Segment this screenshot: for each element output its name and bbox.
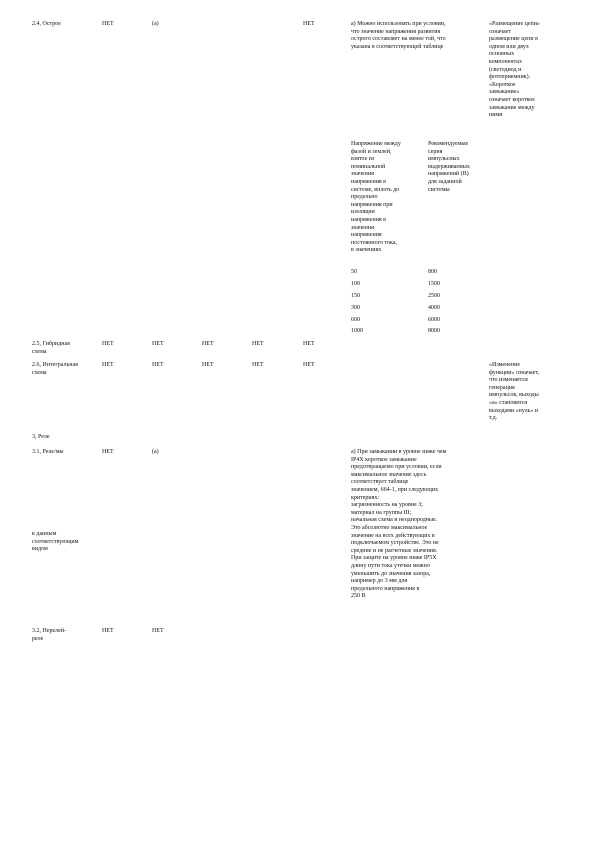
voltage-left-value: 150 (351, 293, 360, 299)
row-2-6-col5: НЕТ (252, 362, 264, 368)
voltage-left-value: 1000 (351, 328, 363, 334)
voltage-table-head-left: Напряжение между фазой и землей, взятое из номинальной значения напряжения в системе, вплоть до предельно напряжения при изоляции напряжения в значении напряжения постоянного тока, в значениях (351, 141, 401, 254)
section-3-title: 3, Реле (32, 434, 50, 440)
row-3-2-name: 3.2, Нерелей- реле (32, 628, 67, 642)
row-2-5-col2: НЕТ (102, 341, 114, 347)
voltage-right-value: 800 (428, 269, 437, 275)
row-2-5-col4: НЕТ (202, 341, 214, 347)
row-3-1-side-label: к данным соответствующим видом (32, 531, 79, 553)
row-2-4-remark: «Размещение цепи» означает размещение цепи в одном или двух основных компонентах (светодиод и фотоприемник). «Короткое замыкание» означает короткое замыкание между ними (489, 21, 540, 119)
row-2-6-name: 2.6, Интегральная схема (32, 362, 78, 376)
voltage-right-value: 1500 (428, 281, 440, 287)
row-2-6-col4: НЕТ (202, 362, 214, 368)
row-2-4-col6: НЕТ (303, 21, 315, 27)
voltage-left-value: 600 (351, 317, 360, 323)
voltage-right-value: 8000 (428, 328, 440, 334)
voltage-right-value: 2500 (428, 293, 440, 299)
row-3-1-note: a) При замыкании в уровне ниже чем IP4Х короткое замыкание предотвращаемо при условии, если максимальное значение здесь соответствует таблице значением, 664-1, при следующих критериях: загрязненность на уровне 3; материал на группы III; начальная схема и неоднородные. Это абсолютно максимальное значение на всех действующих в подключаемом устройстве. Это не средние и не расчетные значения. При защите на уровне ниже IP5Х длину пути тока утечки можно уменьшить до значения зазора, например до 3 мм для предельного напряжения в 250 В (351, 449, 447, 600)
row-3-2-col2: НЕТ (102, 628, 114, 634)
row-3-1-name: 3.1, Реле/мы (32, 449, 64, 455)
row-3-1-col3: (a) (152, 449, 159, 455)
row-3-1-col2: НЕТ (102, 449, 114, 455)
row-2-6-col2: НЕТ (102, 362, 114, 368)
row-2-4-col2: НЕТ (102, 21, 114, 27)
row-2-5-col5: НЕТ (252, 341, 264, 347)
row-3-2-col3: НЕТ (152, 628, 164, 634)
row-2-5-col3: НЕТ (152, 341, 164, 347)
voltage-right-value: 4000 (428, 305, 440, 311)
row-2-6-col3: НЕТ (152, 362, 164, 368)
voltage-table-head-right: Рекомендуемые серия импульсных выдерживаемых напряжений (В) для заданной системы (428, 141, 470, 193)
voltage-left-value: 100 (351, 281, 360, 287)
row-2-5-name: 2.5, Гибридная схема (32, 341, 70, 355)
row-2-4-name: 2.4, Острое (32, 21, 61, 27)
voltage-right-value: 6000 (428, 317, 440, 323)
row-2-4-col3: (a) (152, 21, 159, 27)
row-2-6-remark: «Изменение функции» означает, что изменяется генерация импульсов, выходы «а» становятся выходами «нуль» и т.д. (489, 362, 540, 422)
voltage-left-value: 300 (351, 305, 360, 311)
row-2-5-col6: НЕТ (303, 341, 315, 347)
row-2-4-note: a) Можно использовать при условии, что значение напряжения развития острого составляет на менее той, что указана в соответствующей таблице (351, 21, 446, 50)
row-2-6-col6: НЕТ (303, 362, 315, 368)
voltage-left-value: 50 (351, 269, 357, 275)
